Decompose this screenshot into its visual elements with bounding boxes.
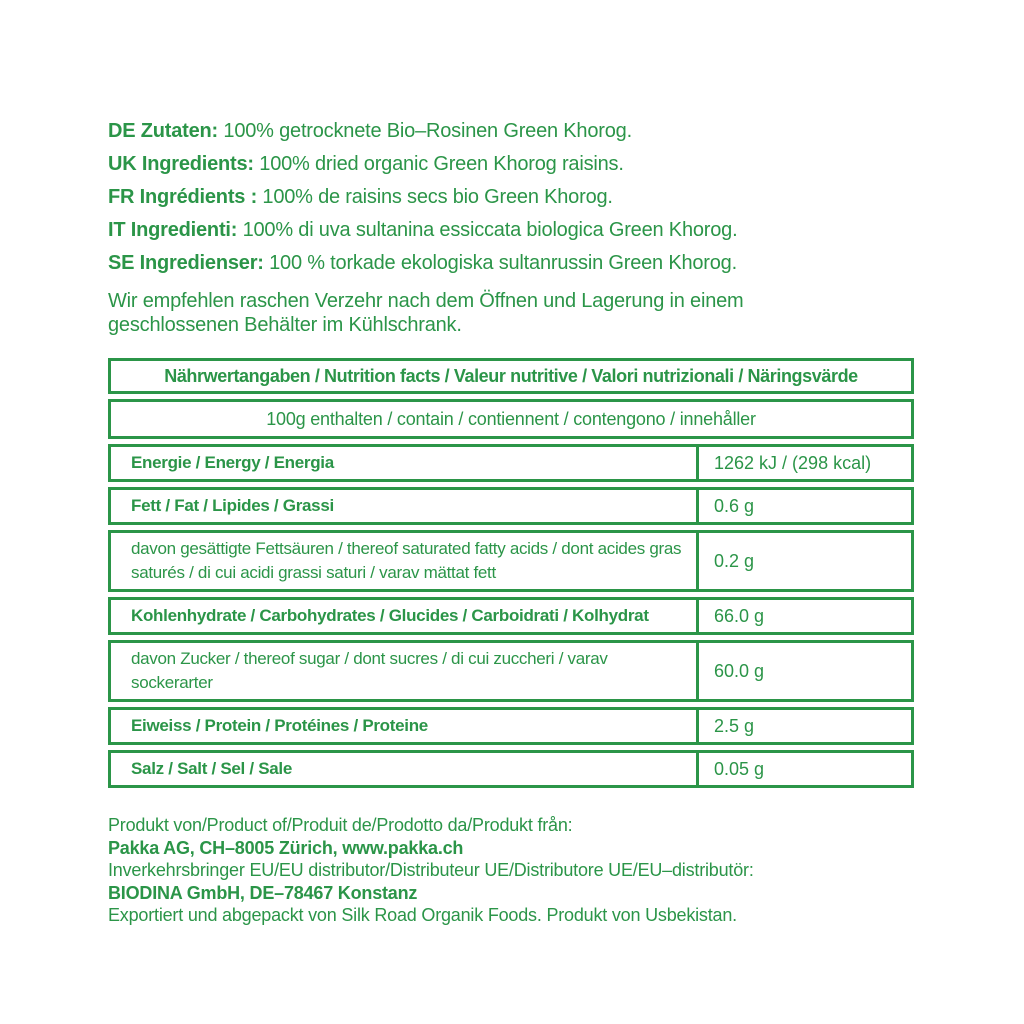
ingredient-text-it: 100% di uva sultanina essiccata biologica Green Khorog.	[242, 219, 738, 241]
table-title: Nährwertangaben / Nutrition facts / Valeur nutritive / Valori nutrizionali / Näringsvärde	[164, 366, 858, 386]
nutrient-label-salt: Salz / Salt / Sel / Sale	[111, 753, 699, 785]
distributor-intro-line: Inverkehrsbringer EU/EU distributor/Distributeur UE/Distributore UE/EU–distributör:	[108, 860, 754, 880]
ingredient-language-label-fr: FR Ingrédients :	[108, 186, 258, 208]
nutrient-value-sugar: 60.0 g	[714, 661, 765, 681]
table-row-protein	[108, 707, 914, 745]
table-row-sugar	[108, 640, 914, 702]
ingredient-line-se	[108, 250, 914, 276]
ingredient-text-de: 100% getrocknete Bio–Rosinen Green Khorog.	[223, 120, 632, 142]
table-row-saturated-fat	[108, 530, 914, 592]
export-origin-line: Exportiert und abgepackt von Silk Road Organik Foods. Produkt von Usbekistan.	[108, 905, 737, 925]
ingredient-language-label-se: SE Ingredienser:	[108, 252, 264, 274]
table-title-row	[108, 358, 914, 394]
table-subheader: 100g enthalten / contain / contiennent / contengono / innehåller	[266, 409, 756, 429]
distributor-company-line: BIODINA GmbH, DE–78467 Konstanz	[108, 882, 418, 903]
table-row-fat	[108, 487, 914, 525]
producer-company-line: Pakka AG, CH–8005 Zürich, www.pakka.ch	[108, 837, 464, 858]
ingredient-line-fr	[108, 184, 914, 210]
ingredient-language-label-de: DE Zutaten:	[108, 120, 219, 142]
table-row-energy	[108, 444, 914, 482]
table-row-salt	[108, 750, 914, 788]
ingredient-text-fr: 100% de raisins secs bio Green Khorog.	[262, 186, 613, 208]
ingredient-line-it	[108, 217, 914, 243]
nutrient-value-salt: 0.05 g	[714, 759, 765, 779]
table-subheader-row	[108, 399, 914, 439]
label-content	[108, 118, 914, 927]
nutrient-label-fat: Fett / Fat / Lipides / Grassi	[111, 490, 699, 522]
table-row-carbohydrates	[108, 597, 914, 635]
nutrient-value-saturated-fat: 0.2 g	[714, 551, 755, 571]
nutrient-label-saturated-fat: davon gesättigte Fettsäuren / thereof saturated fatty acids / dont acides gras saturés / di cui acidi grassi saturi / varav mättat fett	[111, 533, 699, 589]
ingredient-text-uk: 100% dried organic Green Khorog raisins.	[259, 153, 624, 175]
producer-intro-line: Produkt von/Product of/Produit de/Prodotto da/Produkt från:	[108, 815, 573, 835]
ingredients-section	[108, 118, 914, 276]
nutrient-value-energy: 1262 kJ / (298 kcal)	[714, 453, 872, 473]
nutrient-label-protein: Eiweiss / Protein / Protéines / Proteine	[111, 710, 699, 742]
nutrient-label-sugar: davon Zucker / thereof sugar / dont sucres / di cui zuccheri / varav sockerarter	[111, 643, 699, 699]
nutrient-value-protein: 2.5 g	[714, 716, 755, 736]
nutrient-label-carbohydrates: Kohlenhydrate / Carbohydrates / Glucides / Carboidrati / Kolhydrat	[111, 600, 699, 632]
nutrient-label-energy: Energie / Energy / Energia	[111, 447, 699, 479]
ingredient-line-de	[108, 118, 914, 144]
storage-note: Wir empfehlen raschen Verzehr nach dem Öffnen und Lagerung in einem geschlossenen Behälter im Kühlschrank.	[108, 290, 744, 336]
nutrient-value-fat: 0.6 g	[714, 496, 755, 516]
nutrition-table	[108, 358, 914, 788]
producer-section	[108, 814, 914, 927]
nutrient-value-carbohydrates: 66.0 g	[714, 606, 765, 626]
ingredient-language-label-it: IT Ingredienti:	[108, 219, 238, 241]
ingredient-line-uk	[108, 151, 914, 177]
ingredient-language-label-uk: UK Ingredients:	[108, 153, 254, 175]
ingredient-text-se: 100 % torkade ekologiska sultanrussin Green Khorog.	[269, 252, 737, 274]
